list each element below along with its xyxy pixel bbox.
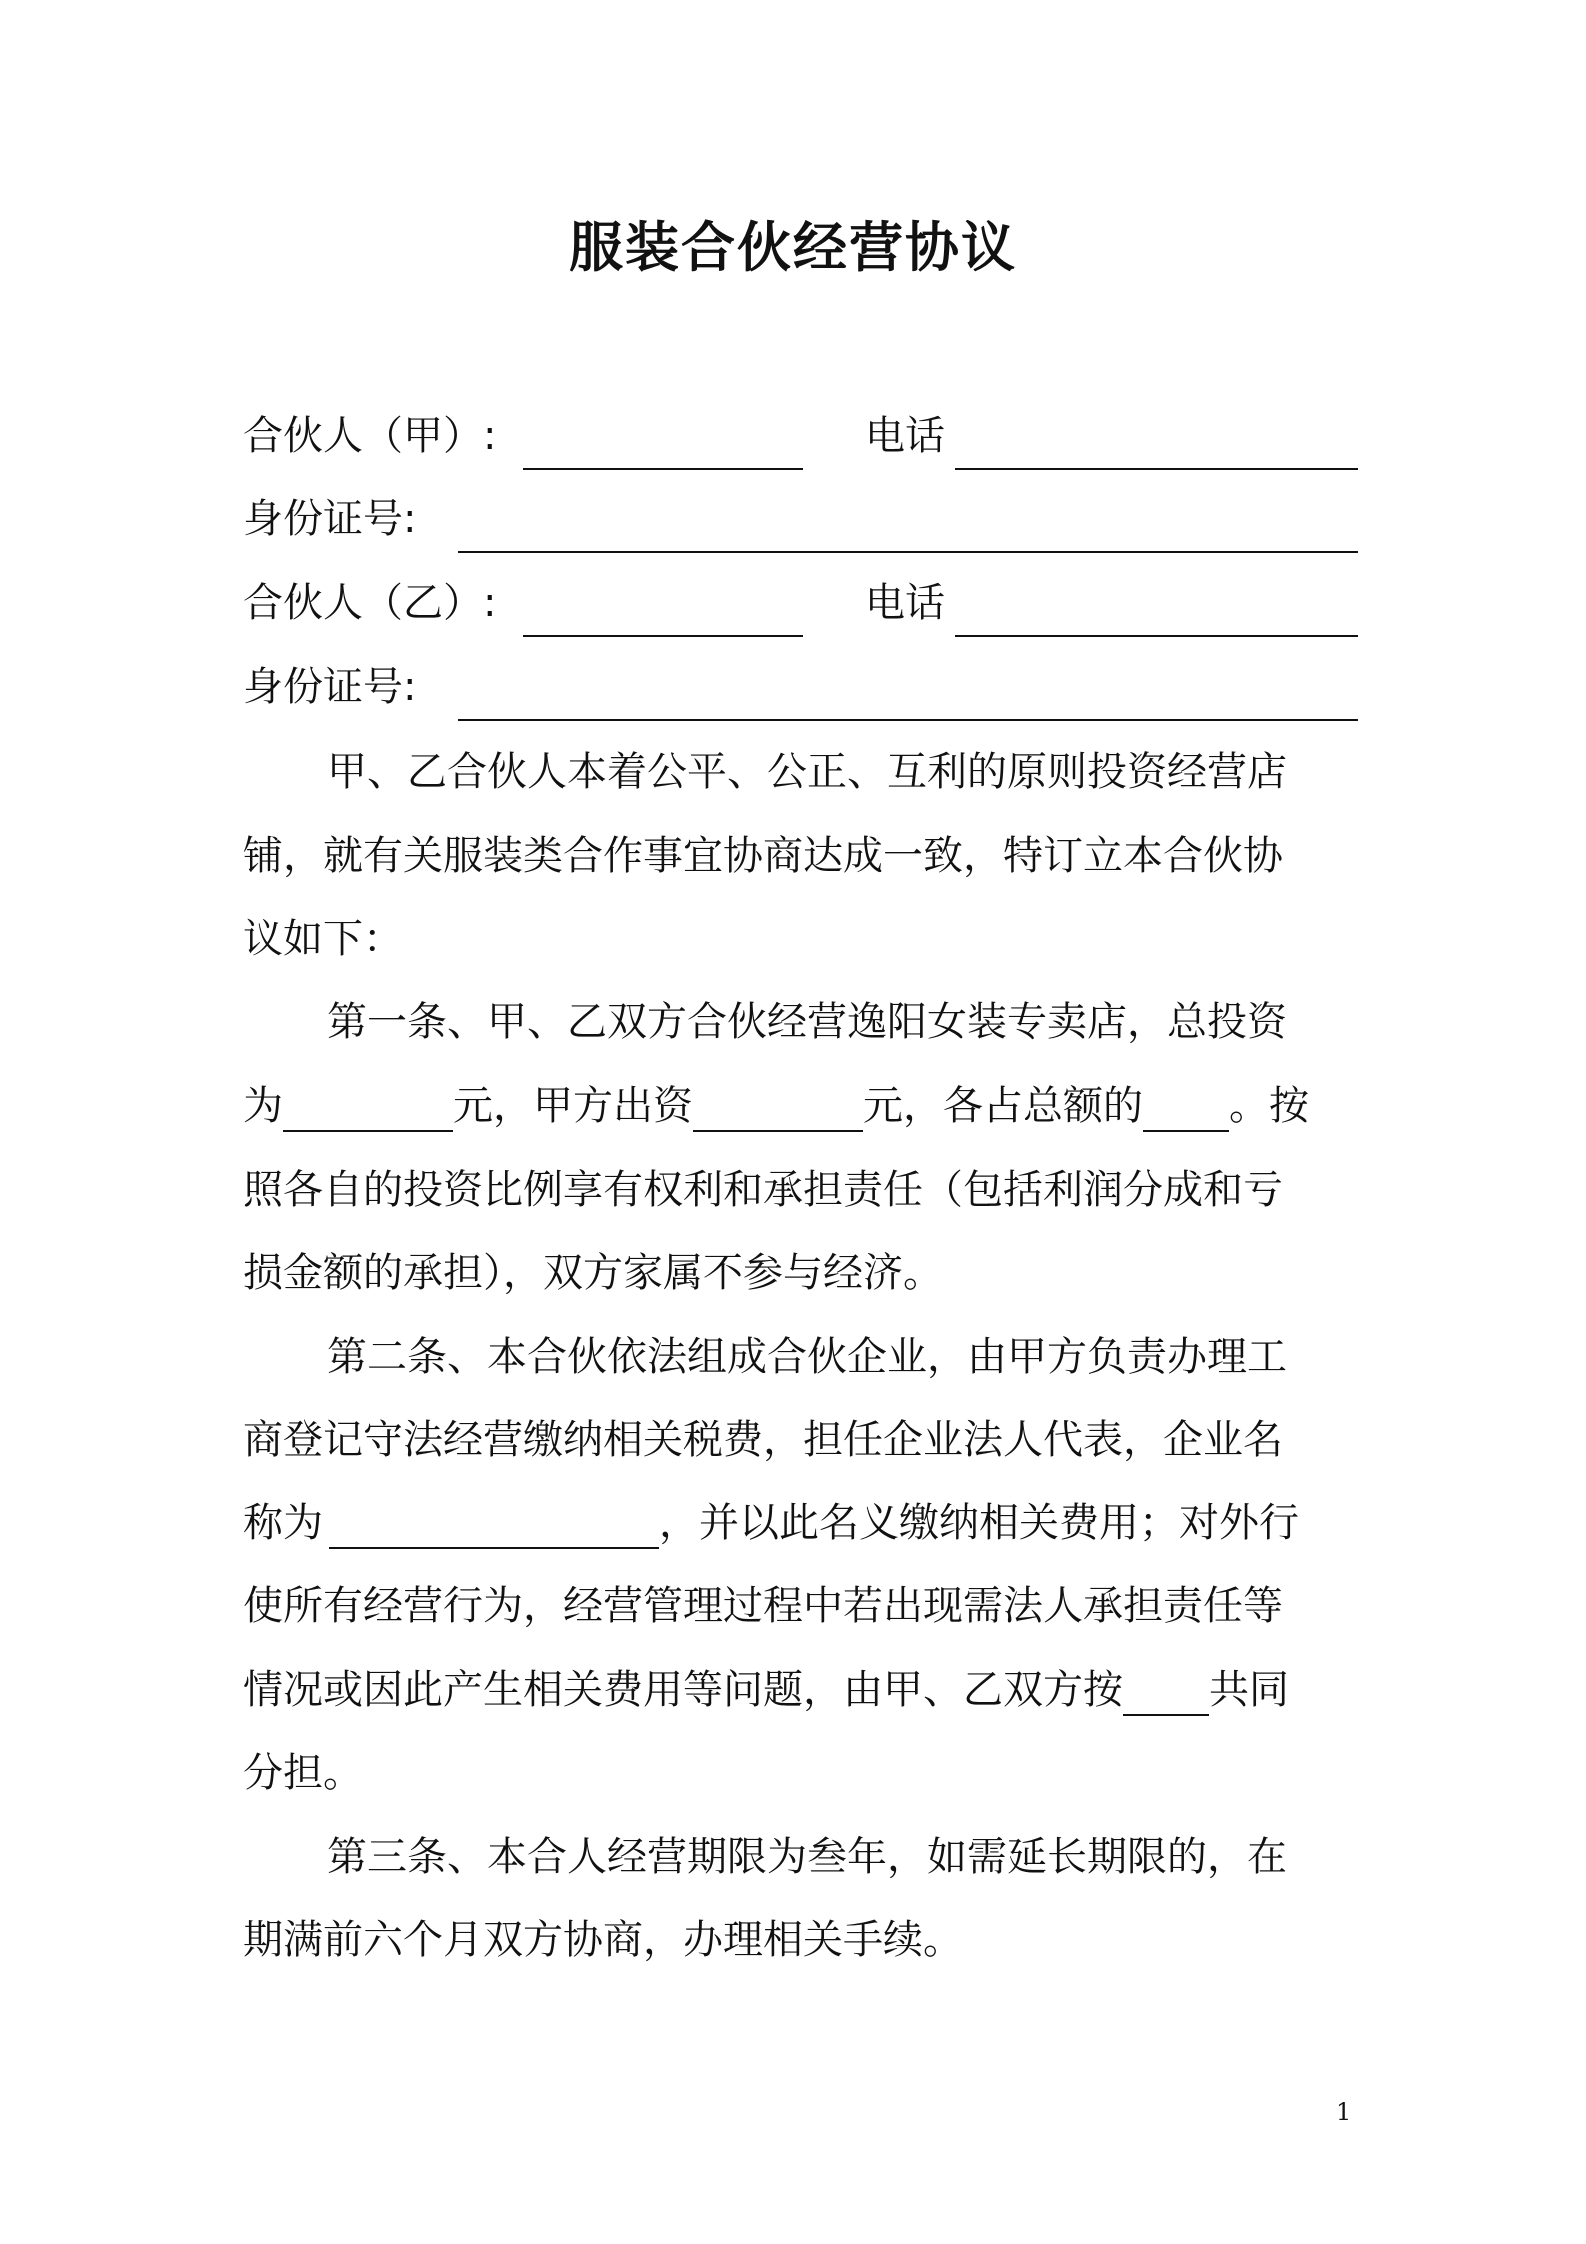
- page-number: 1: [1336, 2098, 1352, 2126]
- partner-a-phone-label: 电话: [865, 413, 945, 459]
- partner-a-row: [243, 410, 1358, 470]
- article2-text-b: ，并以此名义缴纳相关费用；对外行: [659, 1500, 1299, 1546]
- partner-a-phone-field[interactable]: [955, 468, 1358, 470]
- partner-b-phone-field[interactable]: [955, 635, 1358, 637]
- partner-a-id-field[interactable]: [458, 551, 1358, 553]
- company-name-blank[interactable]: [329, 1501, 659, 1549]
- partner-a-name-field[interactable]: [523, 468, 803, 470]
- article2-line-6: 分担。: [243, 1750, 363, 1796]
- preamble-line-1: 甲、乙合伙人本着公平、公正、互利的原则投资经营店: [327, 749, 1287, 795]
- party-a-investment-blank[interactable]: [693, 1084, 863, 1132]
- article2-text-c: 情况或因此产生相关费用等问题，由甲、乙双方按: [243, 1667, 1123, 1713]
- preamble-line-3: 议如下：: [243, 916, 403, 962]
- article2-line-3: [243, 1497, 1358, 1549]
- article1-line-2: [243, 1080, 1358, 1132]
- partner-a-label: 合伙人（甲）:: [243, 413, 497, 459]
- article2-text-a: 称为: [243, 1500, 323, 1546]
- partner-a-id-row: [243, 493, 1358, 553]
- article3-line-1: 第三条、本合人经营期限为叁年，如需延长期限的，在: [327, 1834, 1287, 1880]
- preamble-line-2: 铺，就有关服装类合作事宜协商达成一致，特订立本合伙协: [243, 833, 1283, 879]
- article2-text-d: 共同: [1209, 1667, 1289, 1713]
- partner-b-id-row: [243, 661, 1358, 721]
- article1-text-b: 元，甲方出资: [453, 1083, 693, 1129]
- article3-line-2: 期满前六个月双方协商，办理相关手续。: [243, 1917, 963, 1963]
- article2-line-2: 商登记守法经营缴纳相关税费，担任企业法人代表，企业名: [243, 1417, 1283, 1463]
- article1-line-1: 第一条、甲、乙双方合伙经营逸阳女装专卖店，总投资: [327, 999, 1287, 1045]
- article1-text-a: 为: [243, 1083, 283, 1129]
- article2-line-1: 第二条、本合伙依法组成合伙企业，由甲方负责办理工: [327, 1334, 1287, 1380]
- article1-line-4: 损金额的承担），双方家属不参与经济。: [243, 1250, 943, 1296]
- partner-b-id-label: 身份证号:: [243, 664, 417, 710]
- article2-line-5: [243, 1664, 1358, 1716]
- partner-b-id-field[interactable]: [458, 719, 1358, 721]
- article2-line-4: 使所有经营行为，经营管理过程中若出现需法人承担责任等: [243, 1583, 1283, 1629]
- partner-b-phone-label: 电话: [865, 580, 945, 626]
- article1-text-c: 元，各占总额的: [863, 1083, 1143, 1129]
- cost-share-blank[interactable]: [1123, 1668, 1209, 1716]
- partner-b-row: [243, 577, 1358, 637]
- share-ratio-blank[interactable]: [1143, 1084, 1229, 1132]
- total-investment-blank[interactable]: [283, 1084, 453, 1132]
- partner-b-name-field[interactable]: [523, 635, 803, 637]
- partner-a-id-label: 身份证号:: [243, 496, 417, 542]
- article1-text-d: 。按: [1229, 1083, 1309, 1129]
- partner-b-label: 合伙人（乙）:: [243, 580, 497, 626]
- document-title: 服装合伙经营协议: [569, 216, 1017, 279]
- article1-line-3: 照各自的投资比例享有权利和承担责任（包括利润分成和亏: [243, 1167, 1283, 1213]
